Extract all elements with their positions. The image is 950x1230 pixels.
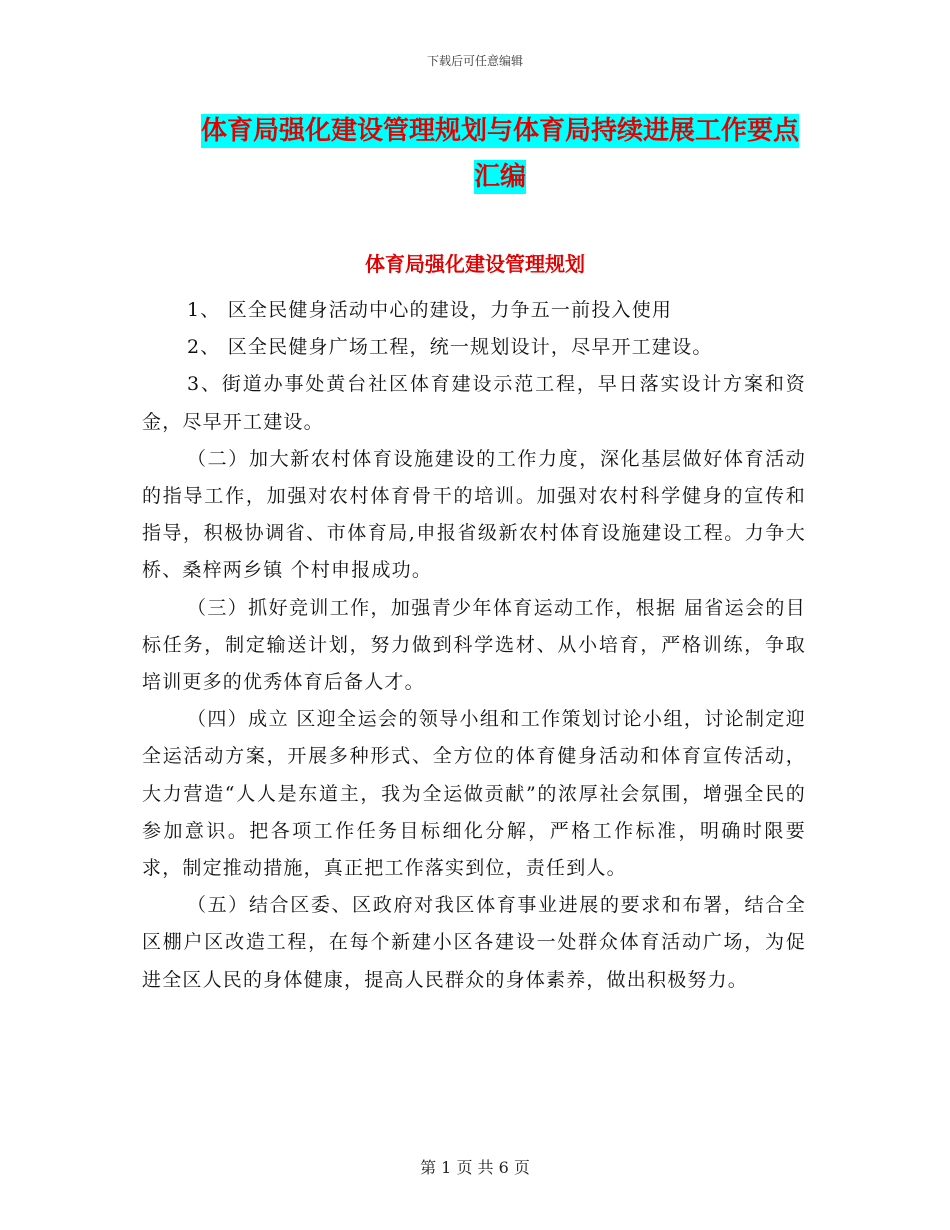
paragraph-2: （二）加大新农村体育设施建设的工作力度，深化基层做好体育活动的指导工作，加强对农村体育骨干的培训。加强对农村科学健身的宣传和指导，积极协调省、市体育局,申报省级新农村体育设施建设工程。力争大桥、桑梓两乡镇 个村申报成功。 xyxy=(142,447,806,582)
document-title-line-2: 汇编 xyxy=(473,162,526,192)
page-header-note: 下载后可任意编辑 xyxy=(426,54,523,68)
page-footer: 第 1 页 共 6 页 xyxy=(420,1158,530,1177)
section-title: 体育局强化建设管理规划 xyxy=(365,252,585,276)
paragraph-5: （五）结合区委、区政府对我区体育事业进展的要求和布署，结合全区棚户区改造工程，在每个新建小区各建设一处群众体育活动广场，为促进全区人民的身体健康，提高人民群众的身体素养，做出积极努力。 xyxy=(142,894,806,991)
document-title xyxy=(170,108,830,200)
paragraph-4: （四）成立 区迎全运会的领导小组和工作策划讨论小组，讨论制定迎全运活动方案，开展多种形式、全方位的体育健身活动和体育宣传活动，大力营造“人人是东道主，我为全运做贡献”的浓厚社会氛围，增强全民的参加意识。把各项工作任务目标细化分解，严格工作标准，明确时限要求，制定推动措施，真正把工作落实到位，责任到人。 xyxy=(142,708,806,880)
list-item-2: 2、 区全民健身广场工程，统一规划设计，尽早开工建设。 xyxy=(187,336,713,359)
list-item-1: 1、 区全民健身活动中心的建设，力争五一前投入使用 xyxy=(187,299,673,321)
document-title-line-1: 体育局强化建设管理规划与体育局持续进展工作要点 xyxy=(200,116,799,146)
document-body xyxy=(142,292,806,999)
list-item-3: 3、街道办事处黄台社区体育建设示范工程，早日落实设计方案和资金，尽早开工建设。 xyxy=(142,373,806,433)
paragraph-3: （三）抓好竞训工作，加强青少年体育运动工作，根据 届省运会的目标任务，制定输送计划，努力做到科学选材、从小培育，严格训练，争取培训更多的优秀体育后备人才。 xyxy=(142,596,806,694)
